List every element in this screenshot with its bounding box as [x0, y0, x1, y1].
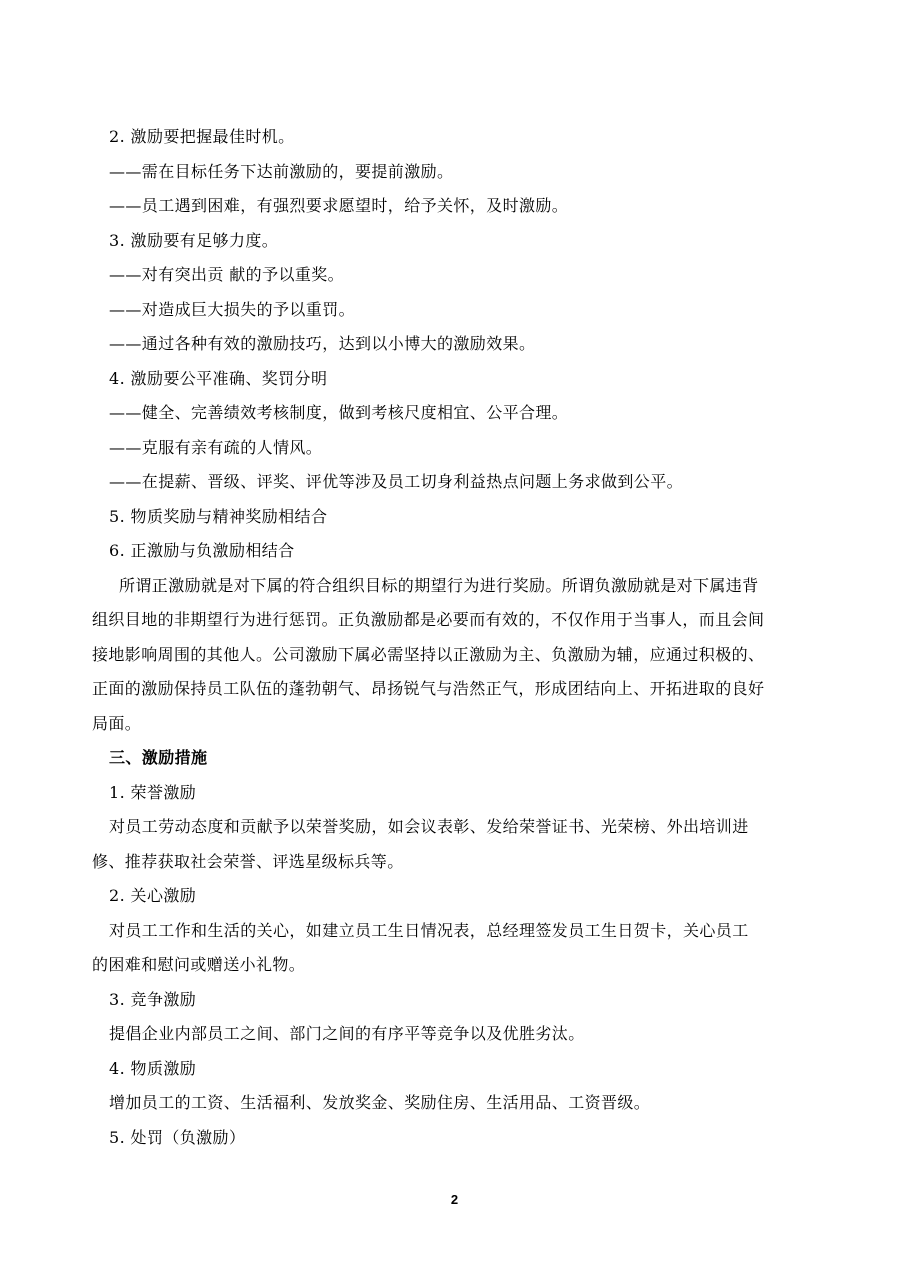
- measure-title: 5. 处罚（负激励）: [109, 1127, 246, 1147]
- section-heading: 三、激励措施: [109, 748, 208, 767]
- measure-title: 4. 物质激励: [109, 1058, 197, 1078]
- paragraph-line: 接地影响周围的其他人。公司激励下属必需坚持以正激励为主、负激励为辅，应通过积极的、: [92, 644, 765, 664]
- list-item: 5. 物质奖励与精神奖励相结合: [109, 506, 328, 526]
- measure-title: 3. 竞争激励: [109, 989, 197, 1009]
- page-number: 2: [450, 1192, 459, 1207]
- list-item: ——需在目标任务下达前激励的，要提前激励。: [109, 161, 454, 181]
- list-item: ——通过各种有效的激励技巧，达到以小博大的激励效果。: [109, 334, 536, 353]
- list-item: ——健全、完善绩效考核制度，做到考核尺度相宜、公平合理。: [109, 403, 569, 422]
- paragraph-line: 组织目地的非期望行为进行惩罚。正负激励都是必要而有效的，不仅作用于当事人，而且会间: [92, 610, 765, 629]
- paragraph-line: 对员工工作和生活的关心，如建立员工生日情况表，总经理签发员工生日贺卡，关心员工: [109, 920, 749, 940]
- paragraph-line: 的困难和慰问或赠送小礼物。: [92, 955, 306, 974]
- list-item: ——员工遇到困难，有强烈要求愿望时，给予关怀，及时激励。: [109, 196, 569, 215]
- paragraph-line: 正面的激励保持员工队伍的蓬勃朝气、昂扬锐气与浩然正气，形成团结向上、开拓进取的良好: [92, 679, 765, 698]
- measure-title: 1. 荣誉激励: [109, 782, 197, 802]
- list-item: ——克服有亲有疏的人情风。: [109, 437, 323, 457]
- list-item: 6. 正激励与负激励相结合: [109, 541, 295, 560]
- list-item: ——在提薪、晋级、评奖、评优等涉及员工切身利益热点问题上务求做到公平。: [109, 472, 684, 491]
- paragraph-line: 增加员工的工资、生活福利、发放奖金、奖励住房、生活用品、工资晋级。: [109, 1093, 651, 1112]
- paragraph-line: 对员工劳动态度和贡献予以荣誉奖励，如会议表彰、发给荣誉证书、光荣榜、外出培训进: [109, 817, 749, 836]
- list-item: ——对造成巨大损失的予以重罚。: [109, 299, 356, 319]
- paragraph-line: 修、推荐获取社会荣誉、评选星级标兵等。: [92, 851, 404, 871]
- page-content: [92, 120, 844, 1155]
- paragraph-line: 提倡企业内部员工之间、部门之间的有序平等竞争以及优胜劣汰。: [109, 1024, 585, 1043]
- list-item: ——对有突出贡 献的予以重奖。: [109, 265, 345, 284]
- body-paragraph: [92, 569, 844, 742]
- paragraph-line: 局面。: [92, 713, 142, 733]
- paragraph-line: 所谓正激励就是对下属的符合组织目标的期望行为进行奖励。所谓负激励就是对下属违背: [119, 575, 759, 595]
- list-item: 3. 激励要有足够力度。: [109, 230, 279, 250]
- list-item: 4. 激励要公平准确、奖罚分明: [109, 368, 328, 388]
- list-item: 2. 激励要把握最佳时机。: [109, 127, 295, 146]
- measure-title: 2. 关心激励: [109, 886, 197, 905]
